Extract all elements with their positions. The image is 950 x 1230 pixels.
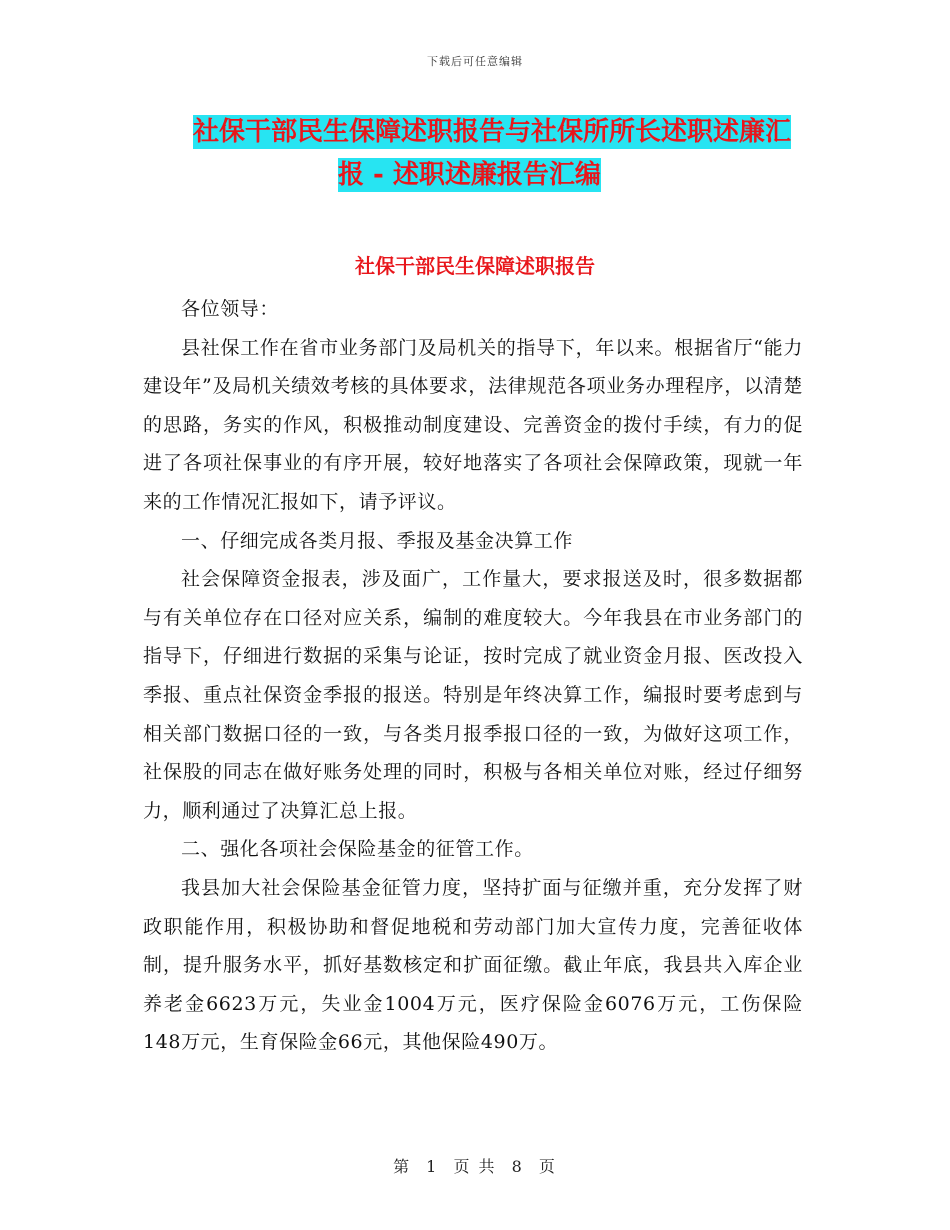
footer-prefix: 第 xyxy=(393,1157,412,1176)
document-body xyxy=(143,290,803,1062)
footer-middle: 页 共 xyxy=(453,1157,497,1176)
title-highlight-2: 报 - 述职述廉报告汇编 xyxy=(338,160,601,190)
salutation: 各位领导： xyxy=(181,298,280,320)
body-paragraph: 社会保障资金报表，涉及面广，工作量大，要求报送及时，很多数据都与有关单位存在口径对应关系，编制的难度较大。今年我县在市业务部门的指导下，仔细进行数据的采集与论证，按时完成了就业资金月报、医改投入季报、重点社保资金季报的报送。特别是年终决算工作，编报时要考虑到与相关部门数据口径的一致，与各类月报季报口径的一致，为做好这项工作，社保股的同志在做好账务处理的同时，积极与各相关单位对账，经过仔细努力，顺利通过了决算汇总上报。 xyxy=(143,568,803,822)
footer-total-pages: 8 xyxy=(511,1157,524,1176)
document-title-line-2 xyxy=(338,157,950,193)
subsection-heading: 二、强化各项社会保险基金的征管工作。 xyxy=(181,838,534,861)
body-paragraph: 县社保工作在省市业务部门及局机关的指导下，年以来。根据省厅“能力建设年”及局机关绩效考核的具体要求，法律规范各项业务办理程序，以清楚的思路，务实的作风，积极推动制度建设、完善资金的拨付手续，有力的促进了各项社保事业的有序开展，较好地落实了各项社会保障政策，现就一年来的工作情况汇报如下，请予评议。 xyxy=(143,336,803,513)
footer-suffix: 页 xyxy=(538,1157,557,1176)
footer-page-number: 1 xyxy=(426,1157,439,1176)
document-title-line-1 xyxy=(193,114,873,150)
title-highlight-1: 社保干部民生保障述职报告与社保所所长述职述廉汇 xyxy=(193,117,792,147)
header-note: 下载后可任意编辑 xyxy=(427,55,523,68)
section-title: 社保干部民生保障述职报告 xyxy=(355,254,595,278)
page-footer xyxy=(0,1154,950,1177)
body-paragraph: 我县加大社会保险基金征管力度，坚持扩面与征缴并重，充分发挥了财政职能作用，积极协助和督促地税和劳动部门加大宣传力度，完善征收体制，提升服务水平，抓好基数核定和扩面征缴。截止年底，我县共入库企业养老金6623万元，失业金1004万元，医疗保险金6076万元，工伤保险148万元，生育保险金66元，其他保险490万。 xyxy=(143,876,803,1054)
subsection-heading: 一、仔细完成各类月报、季报及基金决算工作 xyxy=(181,529,574,552)
